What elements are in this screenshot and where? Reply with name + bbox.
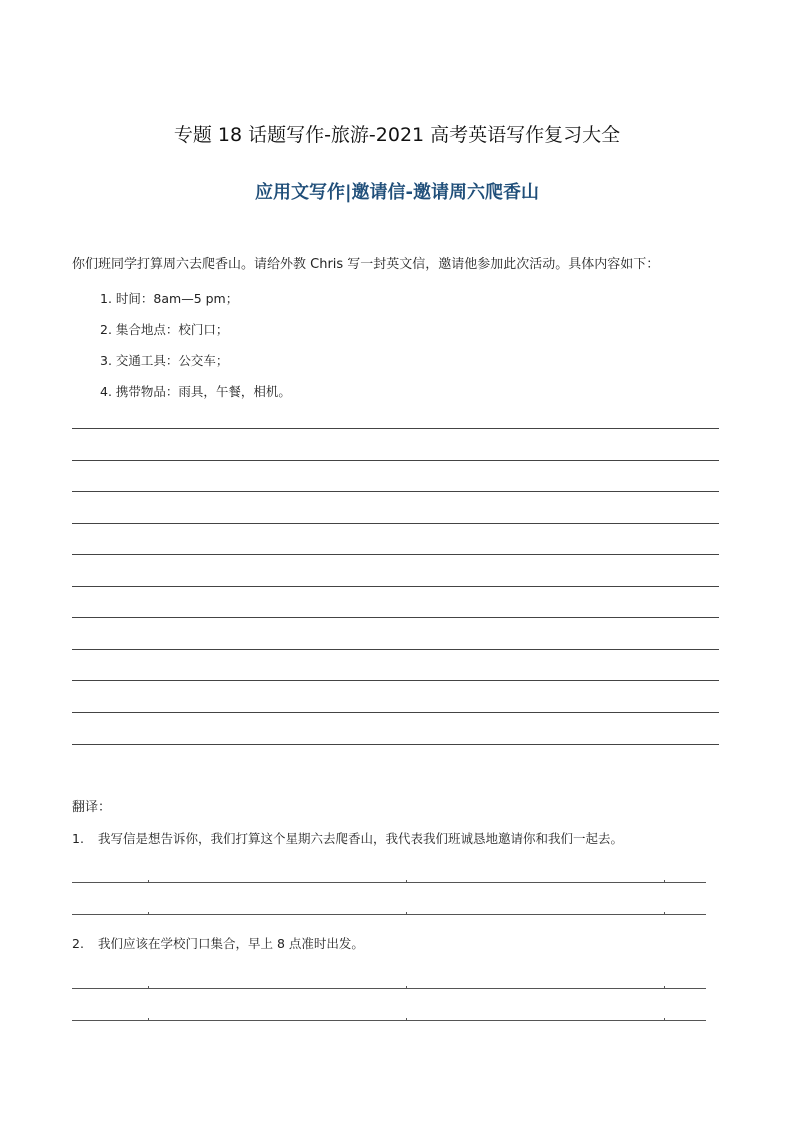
writing-line[interactable] [72, 491, 719, 492]
writing-line[interactable] [72, 649, 719, 650]
line-tick [664, 986, 665, 989]
line-tick [406, 912, 407, 915]
writing-line[interactable] [72, 586, 719, 587]
writing-line[interactable] [72, 428, 719, 429]
answer-line[interactable] [72, 1020, 706, 1021]
line-tick [664, 1018, 665, 1021]
page-title: 专题 18 话题写作-旅游-2021 高考英语写作复习大全 [173, 124, 621, 146]
writing-line[interactable] [72, 744, 719, 745]
line-tick [148, 912, 149, 915]
line-tick [406, 1018, 407, 1021]
page-subtitle: 应用文写作|邀请信-邀请周六爬香山 [254, 182, 540, 203]
translation-question [72, 829, 623, 847]
writing-line[interactable] [72, 554, 719, 555]
line-tick [148, 1018, 149, 1021]
line-tick [406, 880, 407, 883]
requirement-item: 2. 集合地点：校门口； [100, 322, 229, 337]
line-tick [406, 986, 407, 989]
writing-line[interactable] [72, 680, 719, 681]
answer-line[interactable] [72, 914, 706, 915]
writing-line[interactable] [72, 712, 719, 713]
translation-question [72, 934, 364, 952]
answer-line[interactable] [72, 882, 706, 883]
line-tick [148, 986, 149, 989]
question-number: 2. [72, 936, 84, 951]
line-tick [664, 912, 665, 915]
question-text: 我写信是想告诉你，我们打算这个星期六去爬香山，我代表我们班诚恳地邀请你和我们一起去。 [98, 831, 624, 846]
line-tick [664, 880, 665, 883]
requirement-item: 4. 携带物品：雨具，午餐，相机。 [100, 384, 291, 399]
line-tick [148, 880, 149, 883]
writing-line[interactable] [72, 460, 719, 461]
requirement-item: 3. 交通工具：公交车； [100, 353, 229, 368]
question-number: 1. [72, 831, 84, 846]
answer-line[interactable] [72, 988, 706, 989]
question-text: 我们应该在学校门口集合，早上 8 点准时出发。 [98, 936, 364, 951]
requirement-item: 1. 时间：8am—5 pm； [100, 291, 239, 306]
writing-prompt: 你们班同学打算周六去爬香山。请给外教 Chris 写一封英文信，邀请他参加此次活动。具体内容如下： [72, 257, 660, 272]
translation-label: 翻译： [72, 800, 112, 815]
writing-line[interactable] [72, 617, 719, 618]
writing-line[interactable] [72, 523, 719, 524]
